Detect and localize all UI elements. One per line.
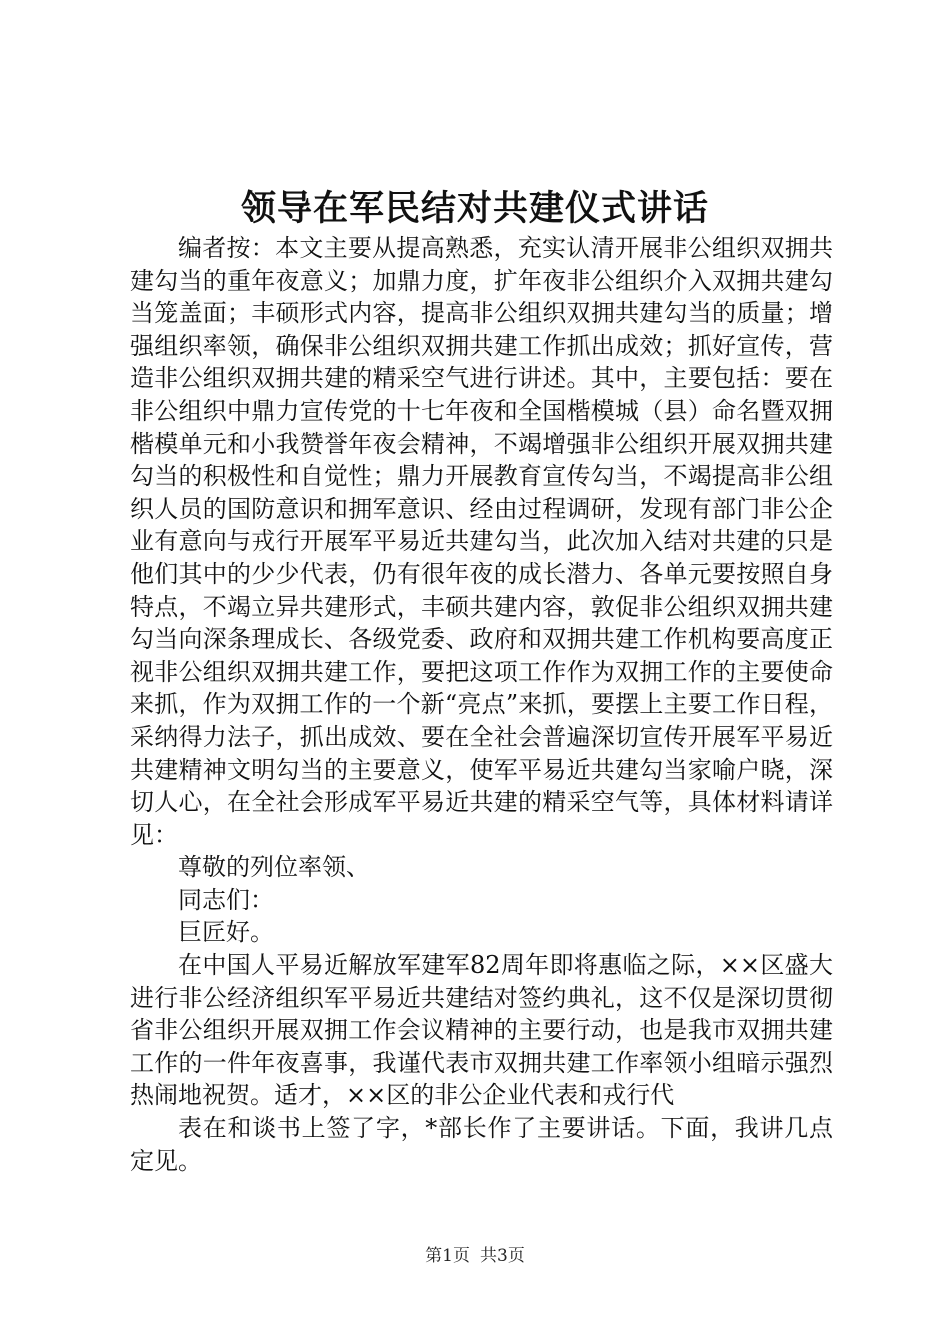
salutation-leaders: 尊敬的列位率领、 — [178, 853, 370, 882]
page-number: 第1页 — [425, 1246, 470, 1266]
page-total: 共3页 — [480, 1246, 525, 1266]
speech-paragraph: 在中国人平易近解放军建军82周年即将惠临之际，××区盛大进行非公经济组织军平易近共建结对签约典礼，这不仅是深切贯彻省非公组织开展双拥工作会议精神的主要行动，也是我市双拥共建工作的一件年夜喜事，我谨代表市双拥共建工作率领小组暗示强烈热闹地祝贺。适才，××区的非公企业代表和戎行代 — [130, 951, 833, 1110]
greeting: 巨匠好。 — [178, 918, 274, 947]
document-title: 领导在军民结对共建仪式讲话 — [240, 188, 709, 229]
editor-note-paragraph: 编者按：本文主要从提高熟悉，充实认清开展非公组织双拥共建勾当的重年夜意义；加鼎力度，扩年夜非公组织介入双拥共建勾当笼盖面；丰硕形式内容，提高非公组织双拥共建勾当的质量；增强组织率领，确保非公组织双拥共建工作抓出成效；抓好宣传，营造非公组织双拥共建的精采空气进行讲述。其中，主要包括：要在非公组织中鼎力宣传党的十七年夜和全国楷模城（县）命名暨双拥楷模单元和小我赞誉年夜会精神，不竭增强非公组织开展双拥共建勾当的积极性和自觉性；鼎力开展教育宣传勾当，不竭提高非公组织人员的国防意识和拥军意识、经由过程调研，发现有部门非公企业有意向与戎行开展军平易近共建勾当，此次加入结对共建的只是他们其中的少少代表，仍有很年夜的成长潜力、各单元要按照自身特点，不竭立异共建形式，丰硕共建内容，敦促非公组织双拥共建勾当向深条理成长、各级党委、政府和双拥共建工作机构要高度正视非公组织双拥共建工作，要把这项工作作为双拥工作的主要使命来抓，作为双拥工作的一个新“亮点”来抓，要摆上主要工作日程，采纳得力法子，抓出成效、要在全社会普遍深切宣传开展军平易近共建精神文明勾当的主要意义，使军平易近共建勾当家喻户晓，深切人心，在全社会形成军平易近共建的精采空气等，具体材料请详见： — [130, 234, 833, 849]
speech-paragraph: 表在和谈书上签了字，*部长作了主要讲话。下面，我讲几点定见。 — [130, 1114, 833, 1175]
salutation-comrades: 同志们： — [178, 885, 274, 914]
document-body — [130, 232, 833, 1177]
page-footer — [0, 1244, 950, 1268]
